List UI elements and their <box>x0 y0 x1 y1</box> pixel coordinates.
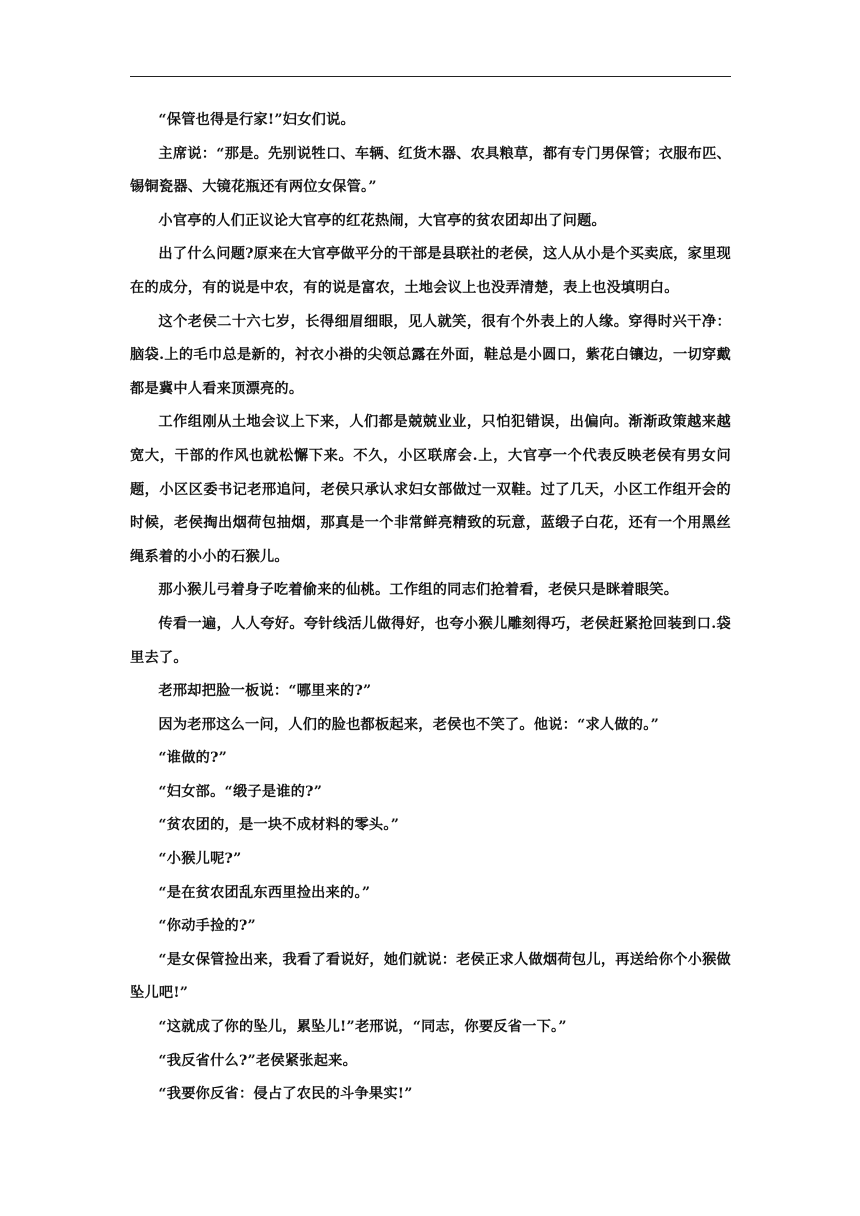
paragraph: 主席说：“那是。先别说牲口、车辆、红货木器、农具粮草，都有专门男保管；衣服布匹、锡铜瓷器、大镜花瓶还有两位女保管。” <box>130 145 731 196</box>
article-body <box>130 104 731 1112</box>
header-rule <box>130 76 731 77</box>
paragraph: 传看一遍，人人夸好。夸针线活儿做得好，也夸小猴儿雕刻得巧，老侯赶紧抢回装到口.袋里去了。 <box>130 615 731 666</box>
paragraph: “是女保管捡出来，我看了看说好，她们就说：老侯正求人做烟荷包儿，再送给你个小猴做坠儿吧!” <box>130 951 731 1002</box>
paragraph: “你动手捡的?” <box>158 918 256 935</box>
paragraph: 那小猴儿弓着身子吃着偷来的仙桃。工作组的同志们抢着看，老侯只是眯着眼笑。 <box>158 582 679 599</box>
paragraph: “保管也得是行家!”妇女们说。 <box>158 112 355 128</box>
paragraph: 出了什么问题?原来在大官亭做平分的干部是县联社的老侯，这人从小是个买卖底，家里现在的成分，有的说是中农，有的说是富农，土地会议上也没弄清楚，表上也没填明白。 <box>130 246 731 296</box>
paragraph: “我要你反省：侵占了农民的斗争果实!” <box>158 1086 413 1103</box>
paragraph: 因为老邢这么一问，人们的脸也都板起来，老侯也不笑了。他说：“求人做的。” <box>158 716 659 733</box>
paragraph: 这个老侯二十六七岁，长得细眉细眼，见人就笑，很有个外表上的人缘。穿得时兴干净：脑袋.上的毛巾总是新的，衬衣小褂的尖领总露在外面，鞋总是小圆口，紫花白镶边，一切穿戴都是冀中人看来顶漂亮的。 <box>130 313 731 397</box>
paragraph: “是在贫农团乱东西里捡出来的。” <box>158 884 371 901</box>
paragraph: 老邢却把脸一板说：“哪里来的?” <box>158 683 372 700</box>
paragraph: 小官亭的人们正议论大官亭的红花热闹，大官亭的贫农团却出了问题。 <box>158 212 606 229</box>
paragraph: 工作组刚从土地会议上下来，人们都是兢兢业业，只怕犯错误，出偏向。渐渐政策越来越宽大，干部的作风也就松懈下来。不久，小区联席会.上，大官亭一个代表反映老侯有男女问题，小区区委书记老邢追问，老侯只承认求妇女部做过一双鞋。过了几天，小区工作组开会的时候，老侯掏出烟荷包抽烟，那真是一个非常鲜亮精致的玩意，蓝缎子白花，还有一个用黑丝绳系着的小小的石猴儿。 <box>130 414 731 565</box>
paragraph: “小猴儿呢?” <box>158 851 242 868</box>
paragraph: “这就成了你的坠儿，累坠儿!”老邢说，“同志，你要反省一下。” <box>158 1019 567 1036</box>
paragraph: “贫农团的，是一块不成材料的零头。” <box>158 817 400 834</box>
paragraph: “我反省什么?”老侯紧张起来。 <box>158 1052 358 1069</box>
paragraph: “谁做的?” <box>158 750 228 767</box>
paragraph: “妇女部。“缎子是谁的?” <box>158 783 323 800</box>
